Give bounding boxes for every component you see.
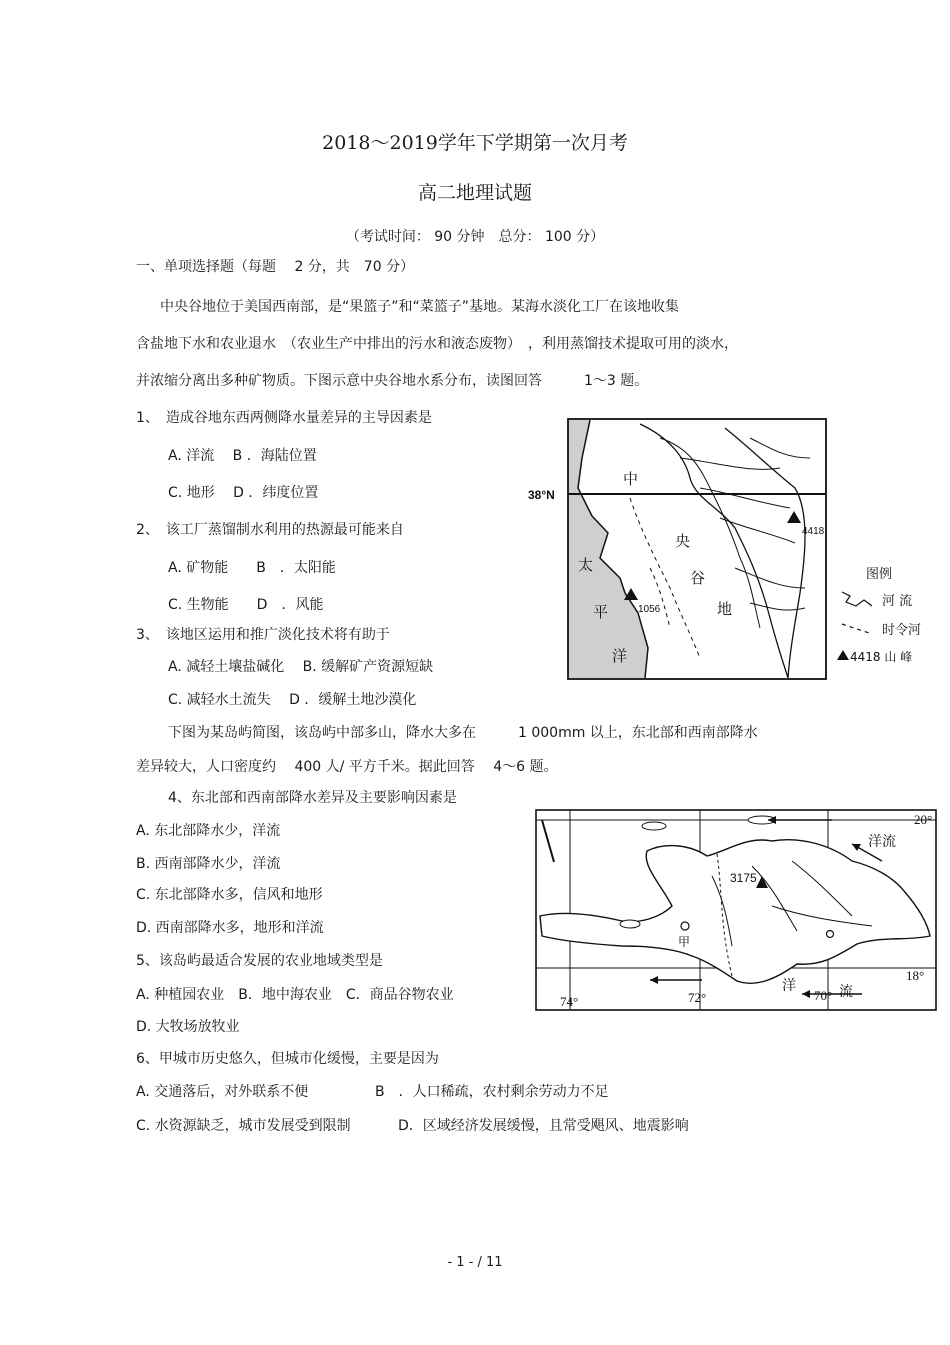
lat-38n-label: 38°N <box>528 488 555 502</box>
current-bottom-label-b: 流 <box>839 984 853 1000</box>
peak-1056-label: 1056 <box>638 604 661 615</box>
map1-char-ping: 平 <box>593 603 609 621</box>
q6-option-a: A. 交通落后，对外联系不便 <box>136 1084 309 1100</box>
map1-char-tai: 太 <box>578 556 594 574</box>
peak-symbol-icon <box>837 650 849 660</box>
q3-options-ab: A. 减轻土壤盐碱化 B. 缓解矿产资源短缺 <box>168 659 434 675</box>
q5-option-d: D. 大牧场放牧业 <box>136 1019 240 1035</box>
subject-title: 高二地理试题 <box>417 182 532 204</box>
central-valley-map <box>520 418 830 683</box>
legend-river: 河 流 <box>882 594 913 609</box>
peak-3175-label: 3175 <box>730 871 757 885</box>
legend-seasonal: 时令河 <box>882 623 922 638</box>
lon-72-label: 72° <box>688 990 707 1005</box>
seasonal-river-symbol-icon <box>842 624 872 634</box>
island-map <box>532 806 944 1016</box>
lon-74-label: 74° <box>560 994 579 1009</box>
q1-options-cd: C. 地形 D ．纬度位置 <box>168 485 319 501</box>
city-east-icon <box>827 931 834 938</box>
q4-option-b: B. 西南部降水少，洋流 <box>136 856 281 872</box>
lat-20-label: 20° <box>914 812 933 827</box>
passage1-line1: 中央谷地位于美国西南部，是“果篮子”和“菜篮子”基地。某海水淡化工厂在该地收集 <box>160 299 680 315</box>
passage1-line3: 并浓缩分离出多种矿物质。下图示意中央谷地水系分布，读图回答 1～3 题。 <box>136 373 649 389</box>
current-top-label: 洋流 <box>868 834 896 850</box>
exam-title: 2018～2019学年下学期第一次月考 <box>322 132 628 154</box>
city-jia-icon <box>681 922 689 930</box>
map1-char-yang: 央 <box>675 532 691 550</box>
lat-18-label: 18° <box>906 968 925 983</box>
section-heading: 一、单项选择题（每题 2 分，共 70 分） <box>136 259 415 275</box>
map1-char-di: 地 <box>717 600 733 618</box>
map1-char-gu: 谷 <box>690 569 706 587</box>
passage2-line1: 下图为某岛屿简图，该岛屿中部多山，降水大多在 1 000mm 以上，东北部和西南部降水 <box>168 725 758 741</box>
q6-option-c: C. 水资源缺乏，城市发展受到限制 <box>136 1118 351 1134</box>
q2-stem: 2、 该工厂蒸馏制水利用的热源最可能来自 <box>136 522 404 538</box>
q5-options-abc: A. 种植园农业 B．地中海农业 C．商品谷物农业 <box>136 987 454 1003</box>
peak-4418-label: 4418 <box>802 526 825 537</box>
q3-stem: 3、 该地区运用和推广淡化技术将有助于 <box>136 627 390 643</box>
exam-info: （考试时间： 90 分钟 总分： 100 分） <box>345 229 605 245</box>
lon-70-label: 70° <box>814 988 833 1003</box>
q5-stem: 5、该岛屿最适合发展的农业地域类型是 <box>136 953 383 969</box>
current-bottom-label-a: 洋 <box>782 978 796 994</box>
passage2-line2: 差异较大，人口密度约 400 人/ 平方千米。据此回答 4～6 题。 <box>136 759 558 775</box>
q6-stem: 6、甲城市历史悠久，但城市化缓慢，主要是因为 <box>136 1051 439 1067</box>
page-number: - 1 - / 11 <box>447 1255 503 1270</box>
q4-option-a: A. 东北部降水少，洋流 <box>136 823 281 839</box>
q4-option-c: C. 东北部降水多，信风和地形 <box>136 887 323 903</box>
map1-char-zhong: 中 <box>623 470 639 488</box>
river-symbol-icon <box>842 592 872 606</box>
q4-stem: 4、东北部和西南部降水差异及主要影响因素是 <box>168 790 457 806</box>
q1-options-ab: A. 洋流 B ．海陆位置 <box>168 448 317 464</box>
legend-peak: 4418 山 峰 <box>850 650 913 664</box>
map-legend <box>836 562 946 672</box>
q1-stem: 1、 造成谷地东西两侧降水量差异的主导因素是 <box>136 410 432 426</box>
passage1-line2: 含盐地下水和农业退水 （农业生产中排出的污水和液态废物） ，利用蒸馏技术提取可用的淡水， <box>136 336 738 352</box>
q6-option-d: D．区域经济发展缓慢，且常受飓风、地震影响 <box>398 1118 689 1134</box>
q3-options-cd: C. 减轻水土流失 D ．缓解土地沙漠化 <box>168 692 417 708</box>
legend-title: 图例 <box>866 567 893 582</box>
map1-char-yang2: 洋 <box>612 647 628 665</box>
city-jia-label: 甲 <box>678 935 691 949</box>
q6-option-b: B ．人口稀疏，农村剩余劳动力不足 <box>375 1084 609 1100</box>
q2-options-cd: C. 生物能 D ．风能 <box>168 597 324 613</box>
q4-option-d: D. 西南部降水多，地形和洋流 <box>136 920 324 936</box>
q2-options-ab: A. 矿物能 B ．太阳能 <box>168 560 336 576</box>
